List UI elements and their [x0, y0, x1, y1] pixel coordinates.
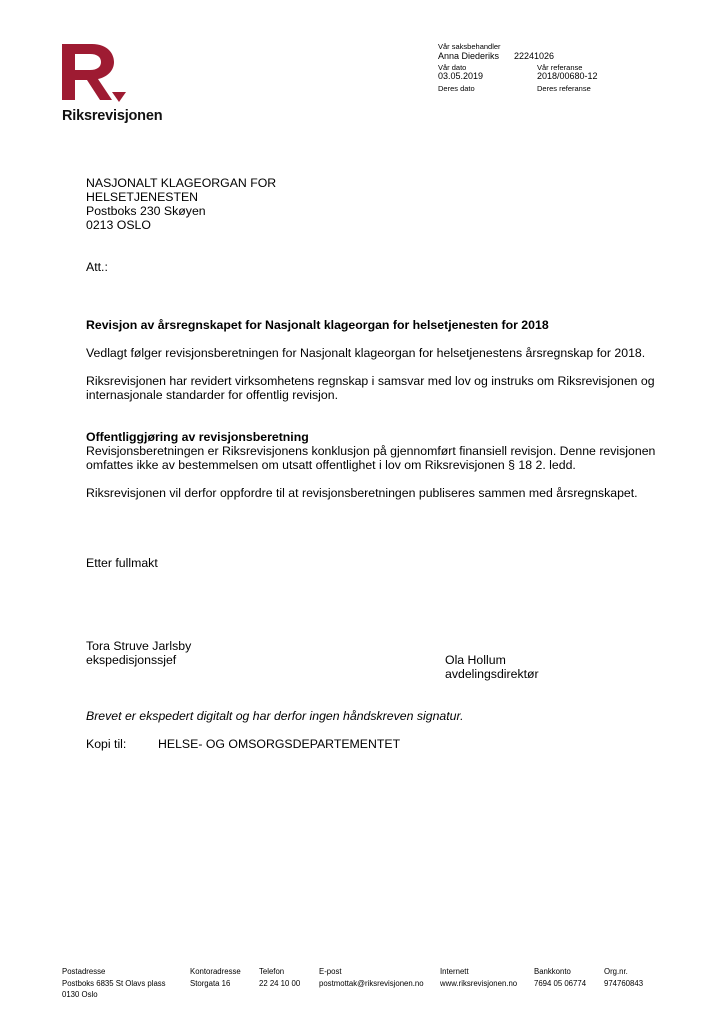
your-date-label: Deres dato: [438, 84, 475, 93]
paragraph-2: [86, 374, 666, 402]
our-ref-label: Vår referanse: [537, 63, 583, 72]
our-date-wrap: [438, 71, 483, 82]
handler-name: Anna Diederiks: [438, 51, 500, 61]
handler-row: [438, 51, 499, 62]
our-ref-wrap: [537, 71, 598, 82]
footer-email-value[interactable]: postmottak@riksrevisjonen.no: [319, 978, 424, 988]
recipient-line-3: Postboks 230 Skøyen: [86, 204, 206, 218]
logo-r-mark-icon: [60, 42, 130, 104]
footer-bank: [534, 966, 586, 989]
our-date-label: Vår dato: [438, 63, 467, 72]
recipient-line-2: HELSETJENESTEN: [86, 190, 199, 204]
paragraph-3-line-1: Revisjonsberetningen er Riksrevisjonens konklusjon på gjennomført finansiell revisjon. Denne revisjonen: [86, 444, 656, 458]
subject-heading: Revisjon av årsregnskapet for Nasjonalt klageorgan for helsetjenesten for 2018: [86, 318, 549, 332]
signatory-right: [445, 653, 645, 681]
copy-recipient: HELSE- OG OMSORGSDEPARTEMENTET: [158, 737, 401, 751]
footer-phone: [259, 966, 300, 989]
signatory-right-title: avdelingsdirektør: [445, 667, 539, 681]
footer-postal: [62, 966, 166, 1001]
paragraph-4: Riksrevisjonen vil derfor oppfordre til at revisjonsberetningen publiseres sammen med årsregnskapet.: [86, 486, 638, 500]
our-date: 03.05.2019: [438, 71, 484, 81]
section-2: [86, 430, 666, 472]
footer-org-value: 974760843: [604, 978, 644, 988]
copy-label: Kopi til:: [86, 737, 127, 751]
riksrevisjonen-logo: [60, 42, 176, 128]
signatory-left-title: ekspedisjonssjef: [86, 653, 177, 667]
recipient-address: [86, 176, 276, 232]
recipient-line-1: NASJONALT KLAGEORGAN FOR: [86, 176, 277, 190]
footer-bank-label: Bankkonto: [534, 967, 571, 976]
footer-office-label: Kontoradresse: [190, 967, 241, 976]
footer-office-value: Storgata 16: [190, 978, 231, 988]
digital-signature-note: Brevet er ekspedert digitalt og har derfor ingen håndskreven signatur.: [86, 709, 464, 723]
handler-label: Vår saksbehandler: [438, 42, 501, 51]
footer-office: [190, 966, 241, 989]
closing: Etter fullmakt: [86, 556, 158, 570]
footer-bank-value: 7694 05 06774: [534, 978, 587, 988]
footer-email: [319, 966, 424, 989]
recipient-line-4: 0213 OSLO: [86, 218, 151, 232]
footer-org-label: Org.nr.: [604, 967, 628, 976]
paragraph-1: Vedlagt følger revisjonsberetningen for Nasjonalt klageorgan for helsetjenestens årsregnskap for 2018.: [86, 346, 646, 360]
footer-phone-label: Telefon: [259, 967, 285, 976]
paragraph-3-line-2: omfattes ikke av bestemmelsen om utsatt offentlighet i lov om Riksrevisjonen § 18 2. ledd.: [86, 458, 576, 472]
signatory-left-name: Tora Struve Jarlsby: [86, 639, 192, 653]
footer-web-value[interactable]: www.riksrevisjonen.no: [440, 978, 518, 988]
your-ref-label-wrap: [537, 83, 591, 94]
footer-email-label: E-post: [319, 967, 342, 976]
paragraph-2-line-1: Riksrevisjonen har revidert virksomhetens regnskap i samsvar med lov og instruks om Riksrevisjonen og: [86, 374, 655, 388]
section-2-heading: Offentliggjøring av revisjonsberetning: [86, 430, 309, 444]
signatory-left: [86, 639, 286, 667]
footer-postal-line-2: 0130 Oslo: [62, 990, 98, 999]
footer-web-label: Internett: [440, 967, 469, 976]
footer-web: [440, 966, 517, 989]
footer-postal-line-1: Postboks 6835 St Olavs plass: [62, 978, 166, 988]
footer-org: [604, 966, 643, 989]
signatory-right-name: Ola Hollum: [445, 653, 506, 667]
logo-text: Riksrevisjonen: [62, 108, 163, 124]
your-date-label-wrap: [438, 83, 475, 94]
paragraph-2-line-2: internasjonale standarder for offentlig revisjon.: [86, 388, 339, 402]
handler-phone-wrap: [514, 51, 554, 62]
footer-postal-label: Postadresse: [62, 967, 106, 976]
footer-phone-value: 22 24 10 00: [259, 978, 301, 988]
handler-phone: 22241026: [514, 51, 555, 61]
our-ref: 2018/00680-12: [537, 71, 598, 81]
your-ref-label: Deres referanse: [537, 84, 591, 93]
att-line: Att.:: [86, 260, 108, 274]
